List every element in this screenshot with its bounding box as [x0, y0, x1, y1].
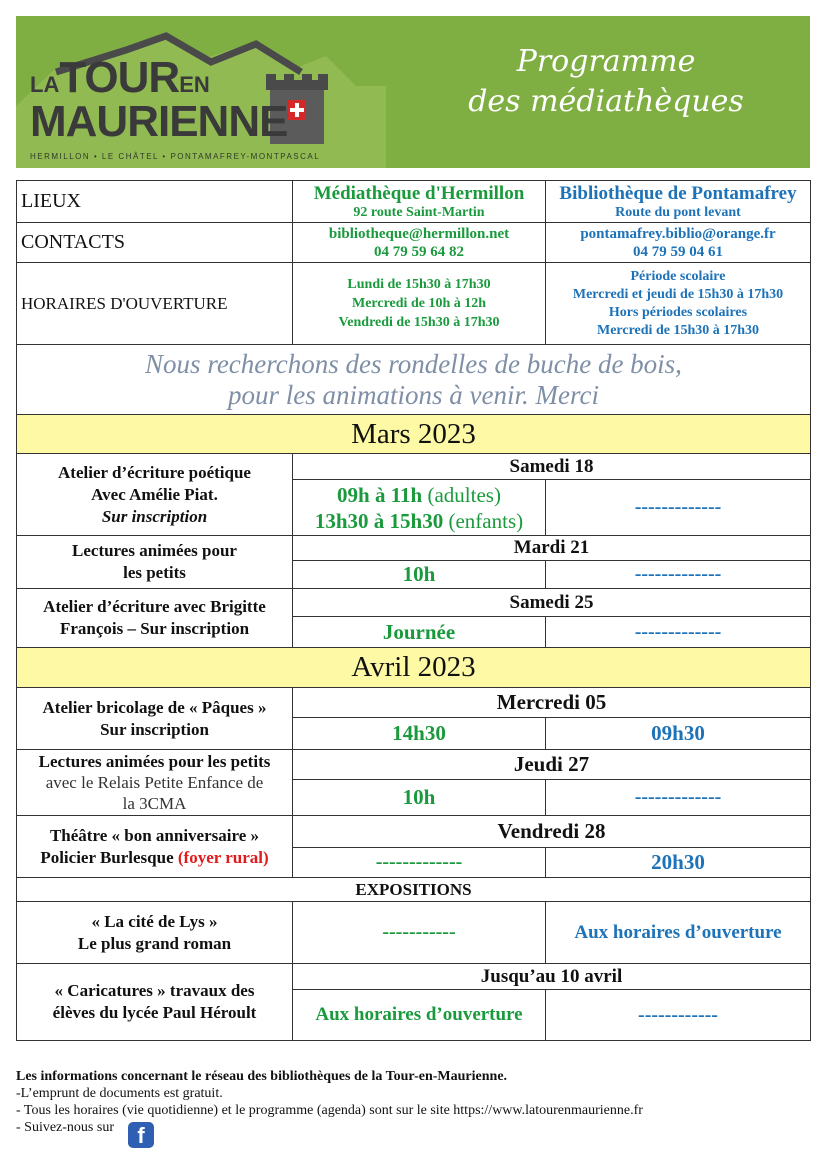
event-line: Sur inscription	[100, 719, 209, 739]
title-line1: Programme	[516, 44, 696, 79]
event-time-hermillon	[293, 480, 546, 536]
expo-date: Jusqu’au 10 avril	[293, 964, 811, 990]
row-contacts	[17, 223, 811, 263]
event-line: Policier Burlesque	[40, 847, 174, 867]
event-line: Atelier d’écriture avec Brigitte	[43, 597, 266, 616]
header-banner	[16, 16, 810, 168]
title-line2: des médiathèques	[468, 84, 744, 119]
pontamafrey-venue	[546, 181, 811, 223]
event-row	[17, 454, 811, 480]
event-time-hermillon: 10h	[293, 561, 546, 589]
event-row	[17, 589, 811, 617]
event-line: Atelier d’écriture poétique	[58, 462, 251, 482]
pontamafrey-hours	[546, 263, 811, 345]
row-notice	[17, 345, 811, 415]
logo-tour: TOUR	[59, 53, 180, 102]
notice-line2: pour les animations à venir. Merci	[228, 379, 599, 410]
hermillon-hours-line: Vendredi de 15h30 à 17h30	[338, 315, 500, 330]
pontamafrey-email[interactable]: pontamafrey.biblio@orange.fr	[580, 225, 776, 242]
event-date: Jeudi 27	[293, 750, 811, 780]
event-time-pontamafrey: 20h30	[546, 848, 811, 878]
notice	[17, 345, 811, 415]
footer-line: - Suivez-nous sur	[16, 1120, 114, 1135]
expo-description	[17, 902, 293, 964]
row-month-avril	[17, 648, 811, 688]
row-horaires	[17, 263, 811, 345]
contacts-label: CONTACTS	[17, 223, 293, 263]
event-line: Lectures animées pour les petits	[38, 752, 271, 771]
row-lieux	[17, 181, 811, 223]
expo-line: « La cité de Lys »	[91, 911, 218, 931]
event-time-hermillon: 14h30	[293, 718, 546, 750]
event-description	[17, 536, 293, 589]
foyer-rural-note: (foyer rural)	[177, 847, 269, 867]
event-time-pontamafrey: -------------	[546, 617, 811, 648]
lieux-label: LIEUX	[17, 181, 293, 223]
expo-line: « Caricatures » travaux des	[54, 981, 255, 1000]
event-description	[17, 589, 293, 648]
row-expositions	[17, 878, 811, 902]
expo-time-pontamafrey: ------------	[546, 990, 811, 1041]
event-line: François – Sur inscription	[59, 619, 250, 638]
time-value: 09h à 11h	[337, 482, 423, 507]
month-title-avril: Avril 2023	[17, 648, 811, 688]
month-title-mars: Mars 2023	[17, 415, 811, 454]
event-description	[17, 750, 293, 816]
hermillon-hours-line: Mercredi de 10h à 12h	[351, 296, 487, 311]
expo-row	[17, 902, 811, 964]
footer-line: -L’emprunt de documents est gratuit.	[16, 1086, 223, 1101]
logo-communes: HERMILLON • LE CHÂTEL • PONTAMAFREY-MONTPASCAL	[30, 152, 321, 161]
time-note: (adultes)	[427, 482, 501, 507]
hermillon-email[interactable]: bibliotheque@hermillon.net	[328, 225, 510, 242]
hermillon-contact	[293, 223, 546, 263]
row-month-mars	[17, 415, 811, 454]
expo-line: Le plus grand roman	[77, 933, 232, 953]
logo-la: LA	[30, 72, 60, 97]
event-line: avec le Relais Petite Enfance de	[45, 773, 264, 792]
event-date: Samedi 18	[293, 454, 811, 480]
pontamafrey-hours-line: Période scolaire	[630, 268, 726, 284]
event-line: la 3CMA	[122, 794, 187, 813]
program-table	[16, 180, 811, 1041]
expo-time-hermillon: Aux horaires d’ouverture	[293, 990, 546, 1041]
horaires-label: HORAIRES D'OUVERTURE	[17, 263, 293, 345]
event-row	[17, 750, 811, 780]
time-value: 13h30 à 15h30	[314, 508, 444, 533]
event-row	[17, 816, 811, 848]
hermillon-address: 92 route Saint-Martin	[353, 204, 485, 220]
logo-en: EN	[179, 72, 210, 97]
event-time-hermillon: -------------	[293, 848, 546, 878]
hermillon-hours-line: Lundi de 15h30 à 17h30	[347, 277, 491, 292]
pontamafrey-address: Route du pont levant	[615, 204, 741, 220]
pontamafrey-hours-line: Mercredi de 15h30 à 17h30	[596, 322, 760, 338]
event-time-pontamafrey: -------------	[546, 780, 811, 816]
hermillon-venue	[293, 181, 546, 223]
footer	[16, 1068, 810, 1148]
event-date: Samedi 25	[293, 589, 811, 617]
hermillon-name: Médiathèque d'Hermillon	[313, 182, 525, 204]
event-time-pontamafrey: 09h30	[546, 718, 811, 750]
pontamafrey-name: Bibliothèque de Pontamafrey	[559, 182, 797, 204]
event-date: Mercredi 05	[293, 688, 811, 718]
event-time-hermillon: Journée	[293, 617, 546, 648]
event-line: les petits	[123, 563, 186, 582]
page-title	[416, 42, 796, 122]
event-line: Atelier bricolage de « Pâques »	[42, 697, 267, 717]
time-note: (enfants)	[448, 508, 524, 533]
event-line: Sur inscription	[101, 506, 208, 526]
event-description	[17, 688, 293, 750]
event-line: Avec Amélie Piat.	[91, 484, 218, 504]
pontamafrey-phone: 04 79 59 04 61	[633, 243, 723, 260]
expo-time-hermillon: -----------	[293, 902, 546, 964]
footer-title: Les informations concernant le réseau des bibliothèques de la Tour-en-Maurienne.	[16, 1069, 508, 1084]
event-time-pontamafrey: -------------	[546, 561, 811, 589]
footer-line[interactable]: - Tous les horaires (vie quotidienne) et le programme (agenda) sont sur le site https://www.latourenmaurienne.fr	[16, 1103, 643, 1118]
event-date: Vendredi 28	[293, 816, 811, 848]
hermillon-hours	[293, 263, 546, 345]
expo-row	[17, 964, 811, 990]
event-description	[17, 816, 293, 878]
hermillon-phone: 04 79 59 64 82	[374, 243, 464, 260]
pontamafrey-hours-line: Mercredi et jeudi de 15h30 à 17h30	[572, 286, 784, 302]
event-date: Mardi 21	[293, 536, 811, 561]
logo-title	[30, 53, 210, 102]
event-row	[17, 688, 811, 718]
event-time-hermillon: 10h	[293, 780, 546, 816]
event-line: Lectures animées pour	[72, 541, 237, 560]
logo	[16, 16, 386, 168]
expo-time-pontamafrey: Aux horaires d’ouverture	[546, 902, 811, 964]
facebook-icon[interactable]: f	[128, 1122, 154, 1148]
expositions-title: EXPOSITIONS	[17, 878, 811, 902]
logo-maurienne: MAURIENNE	[30, 97, 288, 146]
event-time-pontamafrey: -------------	[546, 480, 811, 536]
pontamafrey-hours-line: Hors périodes scolaires	[608, 304, 748, 320]
expo-line: élèves du lycée Paul Héroult	[52, 1003, 257, 1022]
event-row	[17, 536, 811, 561]
event-line: Théâtre « bon anniversaire »	[49, 825, 260, 845]
notice-line1: Nous recherchons des rondelles de buche de bois,	[145, 348, 682, 379]
expo-description	[17, 964, 293, 1041]
pontamafrey-contact	[546, 223, 811, 263]
footer-social	[16, 1119, 810, 1148]
event-description	[17, 454, 293, 536]
